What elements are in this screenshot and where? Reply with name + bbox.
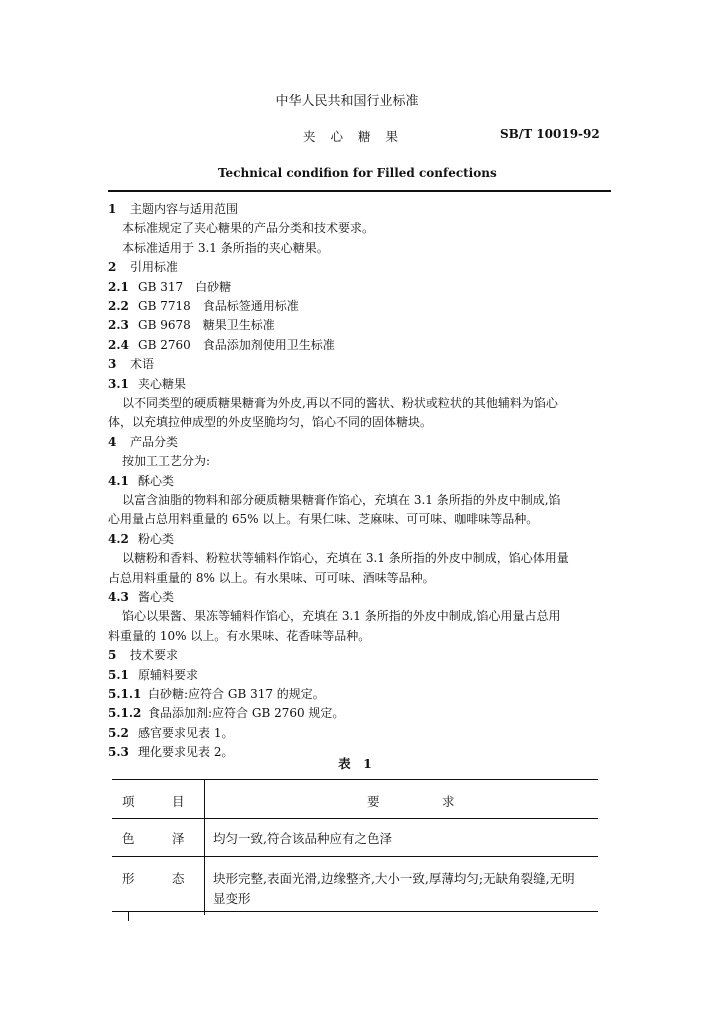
- section-heading: [108, 355, 154, 375]
- section-number: 3.1: [108, 376, 129, 391]
- line-text: 粉心类: [138, 531, 175, 546]
- line-text: 本标准规定了夹心糖果的产品分类和技术要求。: [122, 221, 375, 236]
- line-text: 引用标准: [130, 260, 179, 275]
- table-rule: [112, 911, 598, 912]
- table-column-divider: [204, 779, 205, 915]
- line-text: 体，以充填拉伸成型的外皮坚脆均匀，馅心不同的固体糖块。: [108, 415, 433, 430]
- section-number: 2.4: [108, 337, 129, 352]
- line-text: 感官要求见表 1。: [138, 725, 234, 740]
- body-line: [108, 510, 538, 530]
- table-row-requirement: 均匀一致,符合该品种应有之色泽: [213, 831, 392, 846]
- line-text: GB 317 白砂糖: [138, 279, 232, 294]
- line-text: 酱心类: [138, 590, 175, 604]
- line-text: GB 2760 食品添加剂使用卫生标准: [138, 337, 335, 352]
- line-text: 食品添加剂:应符合 GB 2760 规定。: [148, 706, 345, 721]
- title-char: 心: [330, 129, 344, 144]
- section-number: 2: [108, 260, 117, 275]
- section-heading: [108, 666, 198, 686]
- section-heading: [108, 375, 186, 395]
- line-text: 占总用料重量的 8% 以上。有水果味、可可味、酒味等品种。: [108, 570, 435, 585]
- table-header-item: 项 目: [122, 794, 185, 809]
- body-line: [108, 413, 432, 433]
- body-line: [108, 607, 561, 627]
- section-heading: [108, 704, 344, 724]
- section-heading: [108, 278, 231, 298]
- section-number: 5.1.2: [108, 706, 142, 721]
- line-text: 技术要求: [130, 648, 179, 663]
- body-line: [108, 219, 374, 239]
- line-text: 产品分类: [130, 434, 179, 449]
- section-heading: [108, 588, 174, 608]
- table-row-item: 色 泽: [122, 831, 185, 846]
- section-heading: [108, 297, 299, 317]
- section-heading: [108, 433, 178, 453]
- body-line: [108, 394, 558, 414]
- section-number: 2.2: [108, 299, 129, 313]
- section-number: 3: [108, 357, 117, 372]
- section-number: 5.2: [108, 725, 129, 740]
- line-text: 以富含油脂的物料和部分硬质糖果糖膏作馅心，充填在 3.1 条所指的外皮中制成,馅: [122, 493, 561, 507]
- line-text: 以不同类型的硬质糖果糖膏为外皮,再以不同的酱状、粉状或粒状的其他辅料为馅心: [122, 396, 558, 410]
- section-heading: [108, 724, 233, 744]
- table-caption: 表 1: [338, 756, 372, 771]
- table-row-requirement: 显变形: [213, 891, 251, 906]
- title-char: 夹: [303, 129, 316, 144]
- section-number: 4.2: [108, 531, 129, 546]
- line-text: 馅心以果酱、果冻等辅料作馅心，充填在 3.1 条所指的外皮中制成,馅心用量占总用: [122, 609, 561, 624]
- section-number: 2.1: [108, 279, 129, 294]
- table-row-requirement: 块形完整,表面光滑,边缘整齐,大小一致,厚薄均匀;无缺角裂缝,无明: [213, 871, 575, 886]
- section-heading: [108, 200, 238, 220]
- line-text: 心用量占总用料重量的 65% 以上。有果仁味、芝麻味、可可味、咖啡味等品种。: [108, 512, 539, 527]
- header-rule: [108, 190, 611, 192]
- line-text: 原辅料要求: [138, 667, 199, 682]
- standard-code: SB/T 10019-92: [500, 127, 600, 141]
- document-body: [108, 200, 608, 760]
- line-text: GB 7718 食品标签通用标准: [138, 299, 299, 313]
- table-header-requirement: 要 求: [367, 794, 455, 809]
- line-text: 术语: [130, 357, 155, 372]
- section-heading: [108, 316, 275, 336]
- section-number: 4: [108, 434, 117, 449]
- table-rule: [112, 779, 598, 780]
- english-title: Technical condifion for Filled confections: [218, 166, 497, 180]
- table-row-item: 形 态: [122, 871, 185, 886]
- section-number: 5.3: [108, 745, 129, 760]
- title-char: 果: [385, 129, 399, 144]
- body-line: [108, 452, 210, 472]
- section-number: 5: [108, 648, 117, 663]
- table-rule: [112, 856, 598, 857]
- line-text: GB 9678 糖果卫生标准: [138, 318, 275, 333]
- section-number: 4.1: [108, 473, 129, 488]
- section-heading: [108, 472, 174, 492]
- section-heading: [108, 336, 335, 356]
- body-line: [108, 239, 329, 259]
- body-line: [108, 549, 569, 569]
- line-text: 白砂糖:应符合 GB 317 的规定。: [148, 687, 325, 701]
- line-text: 以糖粉和香料、粉粒状等辅料作馅心，充填在 3.1 条所指的外皮中制成，馅心体用量: [122, 551, 569, 566]
- table-rule: [112, 818, 598, 819]
- line-text: 理化要求见表 2。: [138, 745, 234, 760]
- section-number: 2.3: [108, 318, 129, 333]
- line-text: 按加工工艺分为:: [122, 454, 211, 469]
- table-1: [112, 779, 598, 929]
- section-number: 5.1.1: [108, 687, 142, 701]
- section-heading: [108, 258, 178, 278]
- section-number: 5.1: [108, 667, 129, 682]
- body-line: [108, 627, 370, 647]
- line-text: 主题内容与适用范围: [130, 202, 239, 216]
- section-heading: [108, 530, 174, 550]
- body-line: [108, 491, 561, 511]
- section-heading: [108, 646, 178, 666]
- standard-category: 中华人民共和国行业标准: [275, 94, 419, 109]
- table-tick: [128, 911, 129, 921]
- line-text: 本标准适用于 3.1 条所指的夹心糖果。: [122, 240, 329, 255]
- section-number: 4.3: [108, 590, 129, 604]
- line-text: 夹心糖果: [138, 376, 187, 391]
- section-heading: [108, 685, 325, 705]
- line-text: 料重量的 10% 以上。有水果味、花香味等品种。: [108, 628, 371, 643]
- line-text: 酥心类: [138, 473, 175, 488]
- document-title: [303, 127, 413, 145]
- title-char: 糖: [358, 129, 371, 144]
- body-line: [108, 569, 435, 589]
- section-number: 1: [108, 202, 117, 216]
